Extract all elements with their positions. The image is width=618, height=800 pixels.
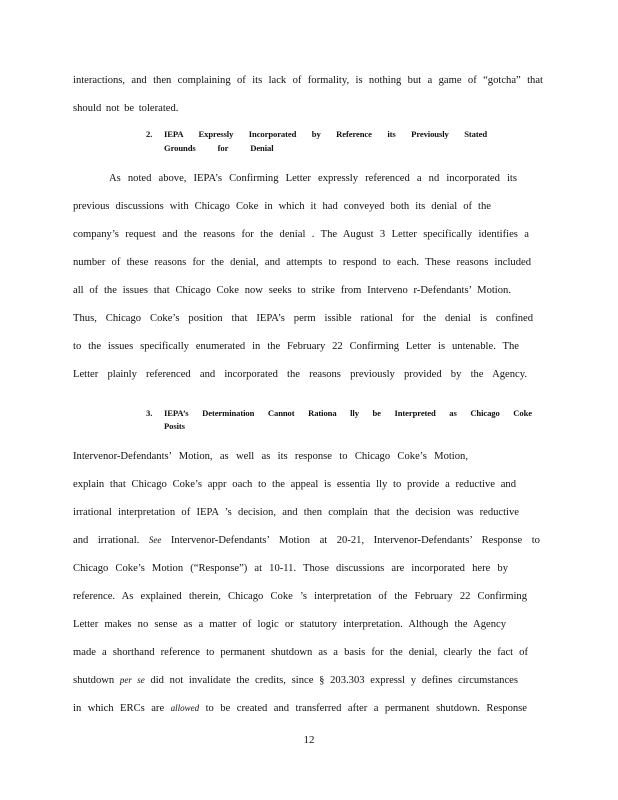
body-line: interactions, and then complaining of its lack of formality, is nothing but a game of “gotcha” that xyxy=(73,75,543,86)
body-line: Thus, Chicago Coke’s position that IEPA’s perm issible rational for the denial is confined xyxy=(73,313,533,324)
body-line: company’s request and the reasons for the denial . The August 3 Letter specifically identifies a xyxy=(73,229,529,240)
body-line: should not be tolerated. xyxy=(73,103,179,114)
body-line: in which ERCs are allowed to be created and transferred after a permanent shutdown. Response xyxy=(73,703,527,714)
heading-line: IEPA Expressly Incorporated by Reference its Previously Stated xyxy=(164,129,487,139)
body-line: Letter plainly referenced and incorporated the reasons previously provided by the Agency. xyxy=(73,369,527,380)
body-line: number of these reasons for the denial, and attempts to respond to each. These reasons included xyxy=(73,257,531,268)
body-line: reference. As explained therein, Chicago Coke ’s interpretation of the February 22 Confirming xyxy=(73,591,527,602)
body-line: to the issues specifically enumerated in the February 22 Confirming Letter is untenable. The xyxy=(73,341,519,352)
heading-line: Posits xyxy=(164,421,185,431)
page-number: 12 xyxy=(303,734,315,746)
body-line: previous discussions with Chicago Coke in which it had conveyed both its denial of the xyxy=(73,201,491,212)
body-line: shutdown per se did not invalidate the credits, since § 203.303 expressl y defines circumstances xyxy=(73,675,518,686)
heading-line: Grounds for Denial xyxy=(164,143,274,153)
body-line: Intervenor-Defendants’ Motion, as well as its response to Chicago Coke’s Motion, xyxy=(73,451,468,462)
heading-number: 2. xyxy=(146,129,153,139)
body-line: made a shorthand reference to permanent shutdown as a basis for the denial, clearly the fact of xyxy=(73,647,528,658)
body-line: explain that Chicago Coke’s appr oach to the appeal is essentia lly to provide a reductive and xyxy=(73,479,516,490)
body-line: all of the issues that Chicago Coke now seeks to strike from Interveno r-Defendants’ Motion. xyxy=(73,285,511,296)
heading-line: IEPA’s Determination Cannot Rationa lly be Interpreted as Chicago Coke xyxy=(164,408,532,418)
body-line: irrational interpretation of IEPA ’s decision, and then complain that the decision was reductive xyxy=(73,507,519,518)
body-line: Letter makes no sense as a matter of logic or statutory interpretation. Although the Agency xyxy=(73,619,506,630)
body-line: Chicago Coke’s Motion (“Response”) at 10-11. Those discussions are incorporated here by xyxy=(73,563,508,574)
body-line: As noted above, IEPA’s Confirming Letter expressly referenced a nd incorporated its xyxy=(109,173,517,184)
body-line xyxy=(73,534,540,547)
body-text: and irrational. See Intervenor-Defendants’ Motion at 20-21, Intervenor-Defendants’ Response to xyxy=(73,535,540,546)
heading-number: 3. xyxy=(146,408,153,418)
